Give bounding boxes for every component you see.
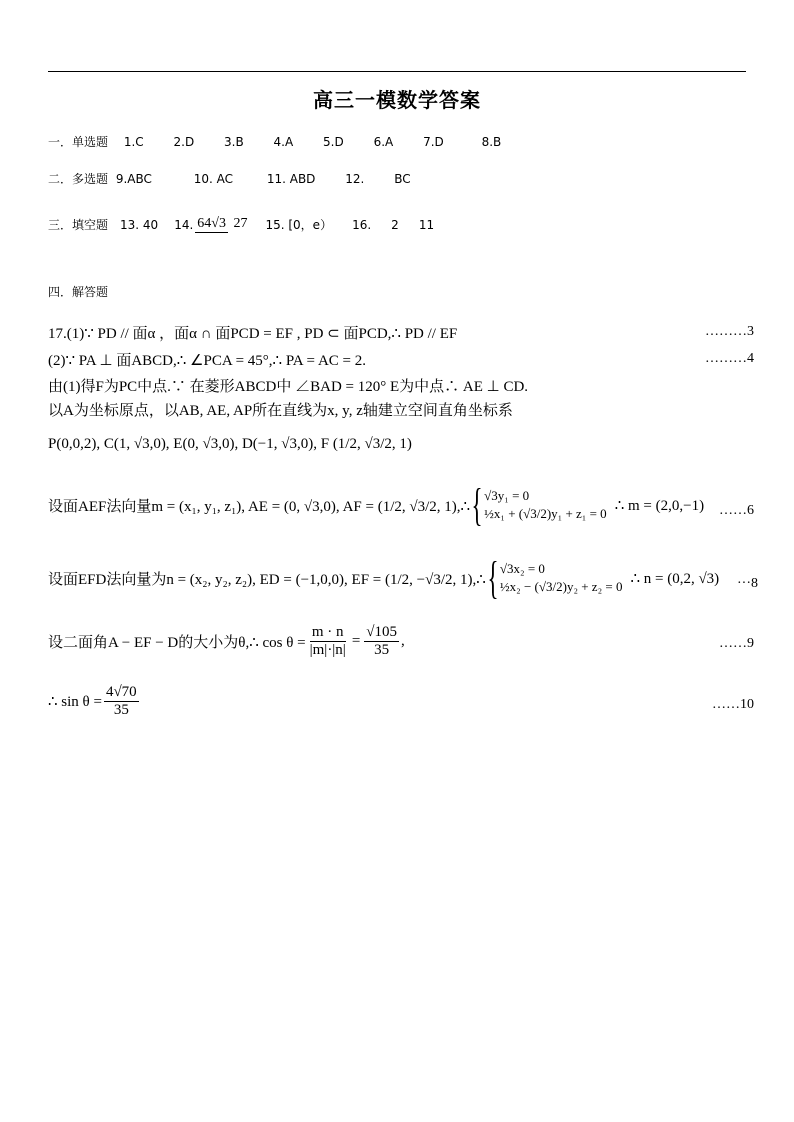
fraction-denominator: 35 [113,702,129,719]
answer-item: 3.B [224,135,244,149]
section-multi-choice [48,170,437,187]
fraction [364,624,399,660]
system-brace: { [487,552,499,603]
answer-item: BC [394,172,411,186]
solution-line-2: (2)∵ PA ⊥ 面ABCD,∴ ∠PCA = 45°,∴ PA = AC = 2. [48,353,366,369]
fraction-denominator: 35 [374,642,390,659]
sin-setup: ∴ sin θ = [48,694,102,711]
section-solution [48,283,108,300]
points-list: P(0,0,2), C(1, √3,0), E(0, √3,0), D(−1, √3,0), F [48,436,330,452]
normal-m-result: ∴ m = (2,0,−1) [614,497,705,514]
fraction-numerator: 4√70 [104,684,139,702]
solution-line-normal-m [48,479,738,530]
fraction [308,624,348,660]
answer-item: 8.B [481,135,502,149]
equation-system [500,560,623,596]
equation-1: √3x₂ = 0 [499,560,545,576]
answer-item: 15. [0，e） [265,218,333,233]
solution-line-3: 由(1)得F为PC中点.∵ 在菱形ABCD中 ∠BAD = 120° E为中点∴ AE ⊥ CD. [48,379,529,395]
solution-line-cos: 设二面角A − EF − D的大小为θ,∴ cos θ = $\frac{m \cdot n}{|m|\cdot|n|}$ = $\frac{√105}{35}$ , [48,624,405,659]
equation-1: √3y₁ = 0 [484,487,530,503]
section-label: 一．单选题 [48,135,109,149]
score-mark: ……9 [719,636,754,651]
answer-item: 10. AC [193,172,234,186]
score-mark: ………3 [705,324,754,339]
answer-item: 9.ABC [115,172,152,186]
answer-item: 12. [345,172,365,186]
answer-item: 4.A [273,135,294,149]
normal-n-setup: 设面EFD法向量为n = (x₂, y₂, z₂), ED = (−1,0,0), EF = (1/2, −√3/2, 1),∴ [48,571,486,588]
header-rule [48,71,746,72]
score-mark: ……6 [719,503,754,518]
equation-2: ½x₂ − (√3/2)y₂ + z₂ = 0 [499,579,623,594]
solution-line-normal-n [48,552,748,603]
answer-item: 11. ABD [266,172,316,186]
answer-item: 14. [174,217,194,232]
cos-setup: 设二面角A − EF − D的大小为θ,∴ cos θ = [48,635,306,652]
fraction-numerator: m · n [310,624,346,642]
section-label: 二．多选题 [48,172,109,186]
fraction-denominator: 27 [233,216,248,231]
answer-item: 2 [391,217,399,232]
answer-item: 6.A [373,135,394,149]
point-f-coords: (1/2, √3/2, 1) [332,436,412,452]
score-mark: ………4 [705,351,754,366]
fraction-numerator: √105 [364,624,399,642]
answer-item: 2.D [173,135,195,149]
fraction [104,684,139,720]
page-title: 高三一模数学答案 [313,88,481,112]
answer-item: 1.C [123,135,144,149]
normal-m-setup: 设面AEF法向量m = (x₁, y₁, z₁), AE = (0, √3,0), AF = (1/2, √3/2, 1),∴ [48,498,471,515]
equation-2: ½x₁ + (√3/2)y₁ + z₁ = 0 [484,506,607,521]
equation-system [484,487,607,523]
answer-item: 13. 40 [120,217,159,232]
section-label: 四．解答题 [48,285,109,299]
section-fill-blank [48,216,434,233]
solution-line-4: 以A为坐标原点，以AB, AE, AP所在直线为x, y, z轴建立空间直角坐标系 [48,403,513,419]
system-brace: { [471,479,483,530]
fraction-denominator: |m|·|n| [309,642,346,659]
section-single-choice [48,133,527,150]
score-mark: ……10 [712,697,754,712]
answer-item: 7.D [423,135,444,149]
answer-item: 5.D [323,135,344,149]
fraction [195,216,249,233]
solution-line-sin [48,684,141,720]
normal-n-result: ∴ n = (0,2, √3) [630,570,720,587]
solution-line-1: 17.(1)∵ PD // 面α ，面α ∩ 面PCD = EF , PD ⊂ 面PCD,∴ PD // EF [48,326,458,342]
score-mark: ···8 [737,576,758,591]
answer-item: 11 [418,217,435,232]
answer-item: 16. [352,217,372,232]
section-label: 三．填空题 [48,218,109,233]
solution-line-points [48,436,412,453]
fraction-numerator: 64√3 [195,216,228,233]
